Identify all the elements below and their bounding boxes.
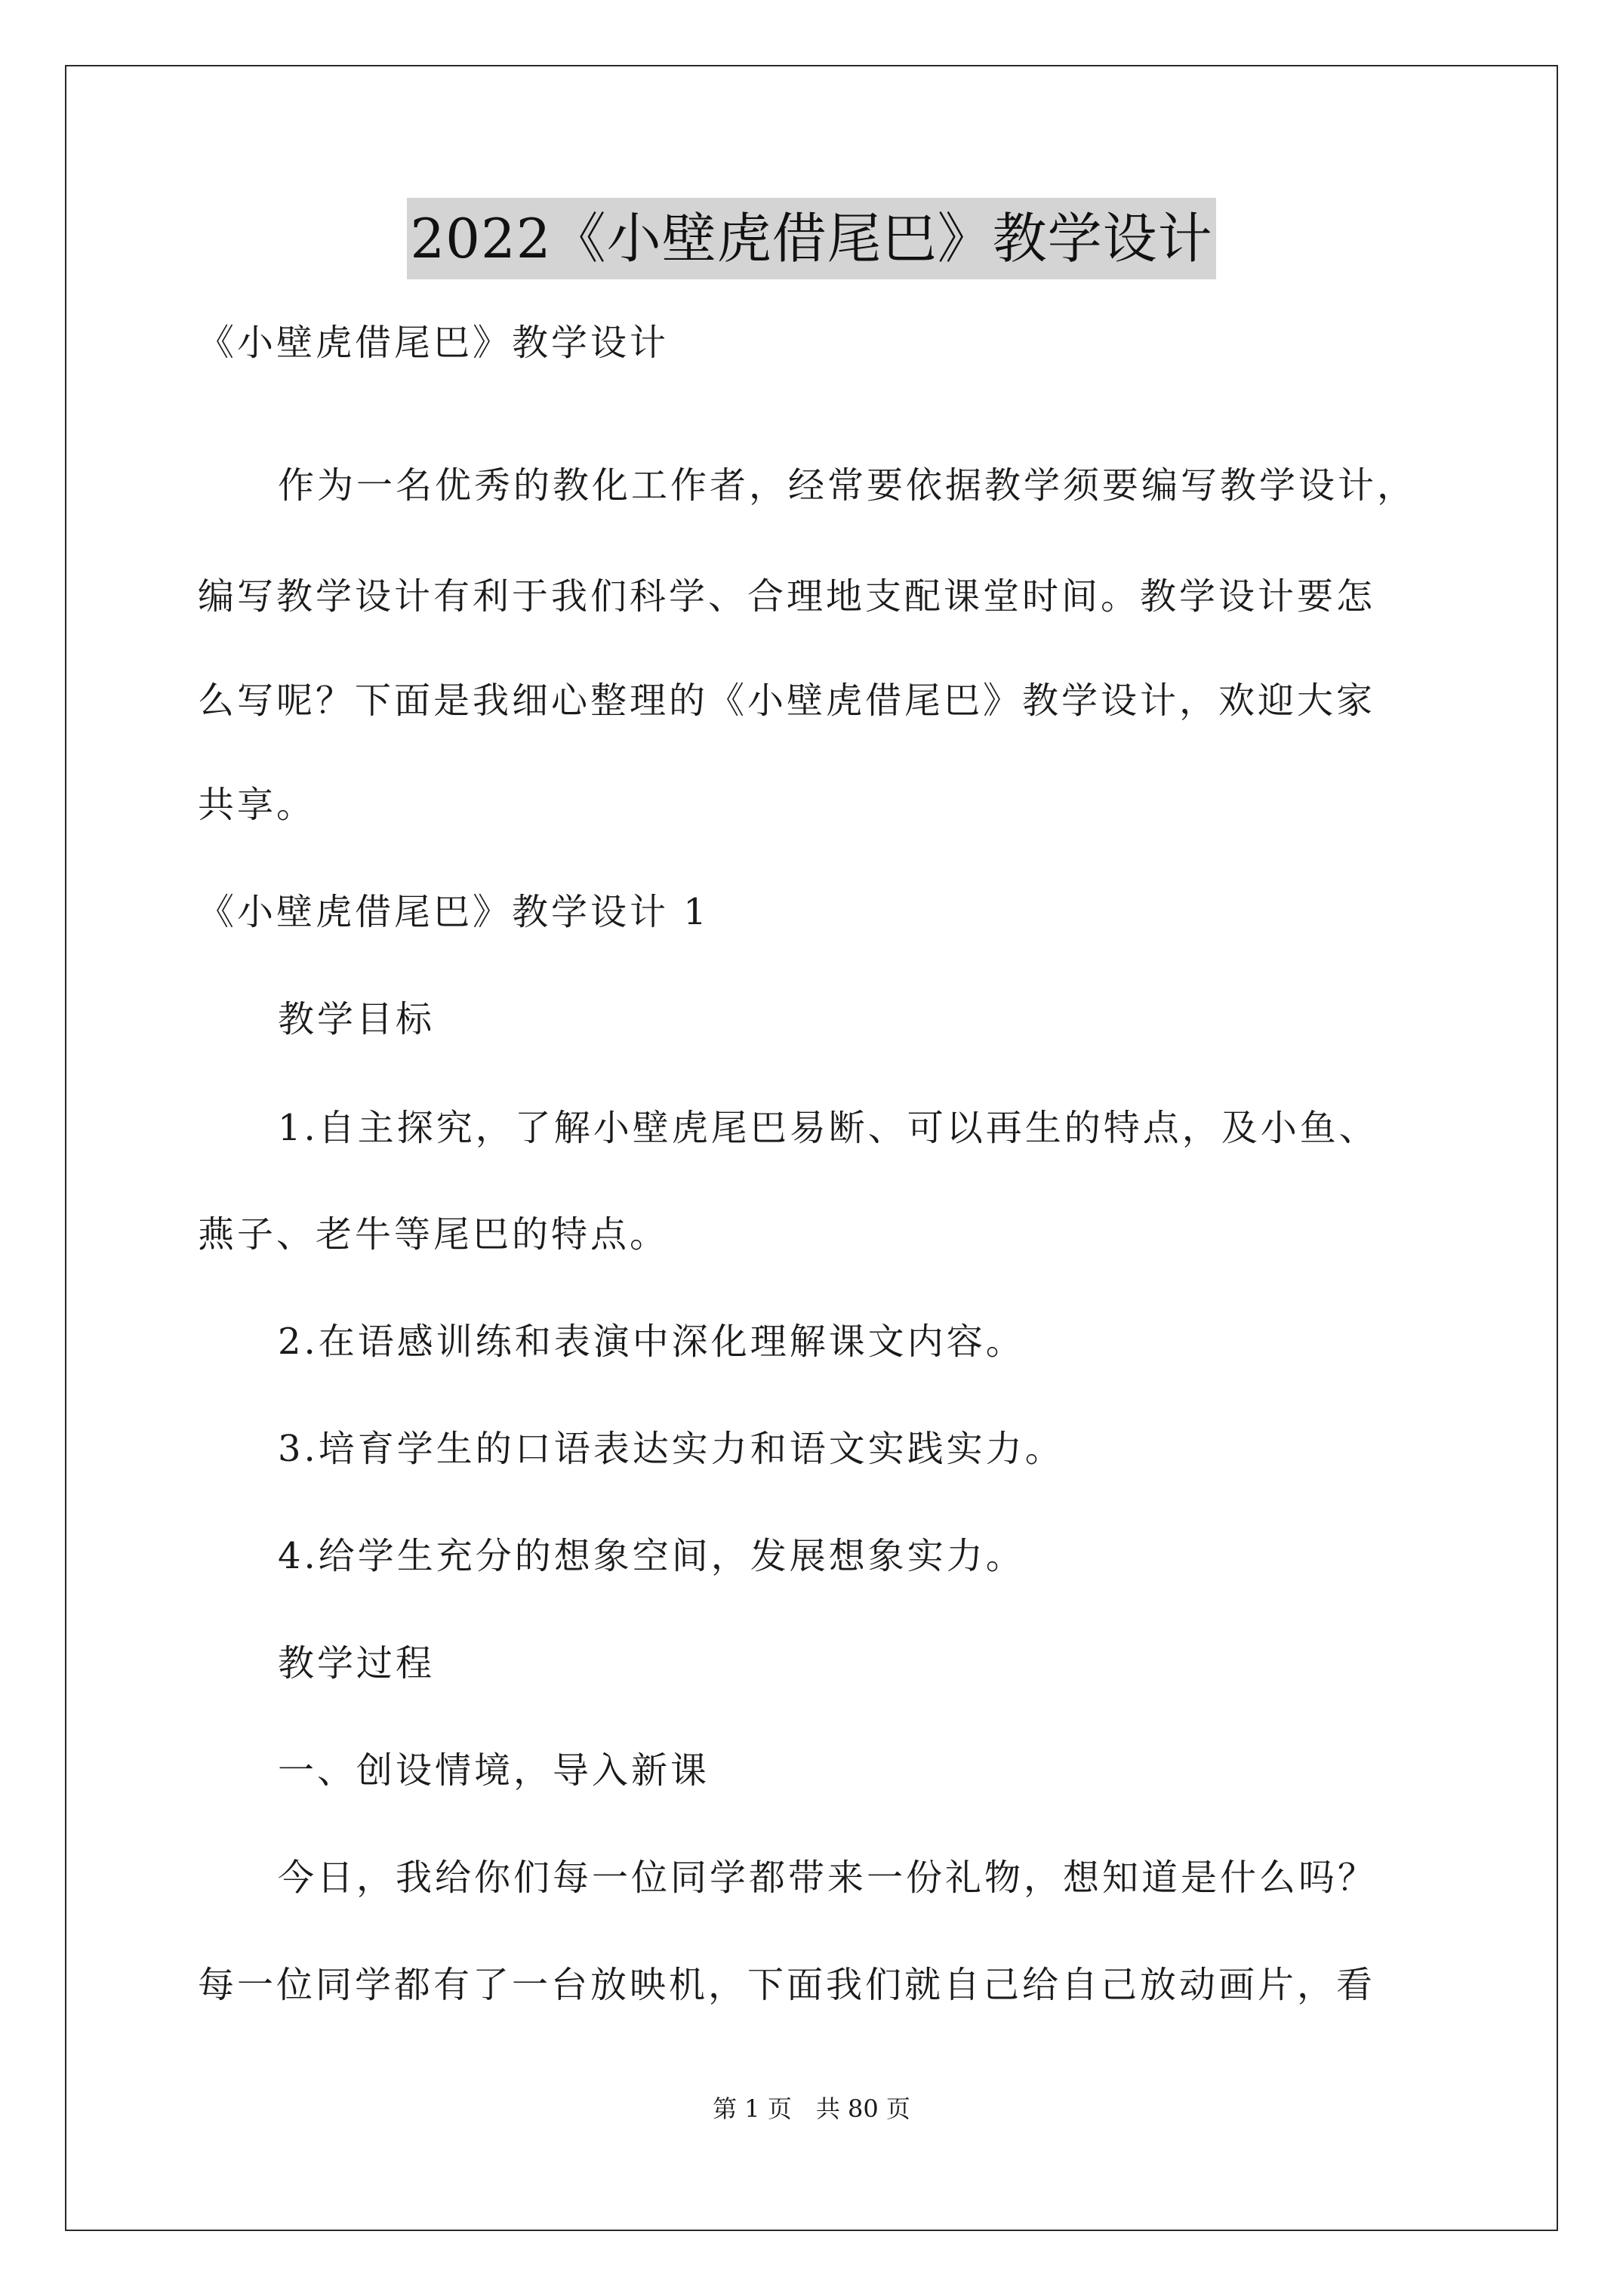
paragraph-line: 共享。 <box>198 784 316 826</box>
paragraph-line: 么写呢？下面是我细心整理的《小壁虎借尾巴》教学设计，欢迎大家 <box>198 680 1376 722</box>
section-subheading: 教学过程 <box>278 1642 436 1684</box>
paragraph-line: 每一位同学都有了一台放映机，下面我们就自己给自己放动画片，看 <box>198 1964 1376 2006</box>
list-item: 4.给学生充分的想象空间，发展想象实力。 <box>278 1535 1025 1577</box>
list-item: 3.培育学生的口语表达实力和语文实践实力。 <box>278 1428 1064 1470</box>
section-heading: 《小壁虎借尾巴》教学设计 1 <box>198 891 710 933</box>
subtitle-line: 《小壁虎借尾巴》教学设计 <box>198 322 670 364</box>
list-item-continuation: 燕子、老牛等尾巴的特点。 <box>198 1213 670 1256</box>
section-subheading: 教学目标 <box>278 998 436 1040</box>
page-footer: 第 1 页 共 80 页 <box>713 2094 910 2123</box>
paragraph-line: 今日，我给你们每一位同学都带来一份礼物，想知道是什么吗？ <box>278 1857 1378 1899</box>
list-item: 2.在语感训练和表演中深化理解课文内容。 <box>278 1321 1025 1363</box>
title-container <box>0 198 1623 279</box>
list-item: 1.自主探究，了解小壁虎尾巴易断、可以再生的特点，及小鱼、 <box>278 1107 1378 1149</box>
paragraph-line: 作为一名优秀的教化工作者，经常要依据教学须要编写教学设计， <box>278 464 1417 507</box>
paragraph-line: 编写教学设计有利于我们科学、合理地支配课堂时间。教学设计要怎 <box>198 575 1376 618</box>
section-subheading: 一、创设情境，导入新课 <box>278 1749 710 1792</box>
document-title: 2022《小壁虎借尾巴》教学设计 <box>407 198 1215 279</box>
